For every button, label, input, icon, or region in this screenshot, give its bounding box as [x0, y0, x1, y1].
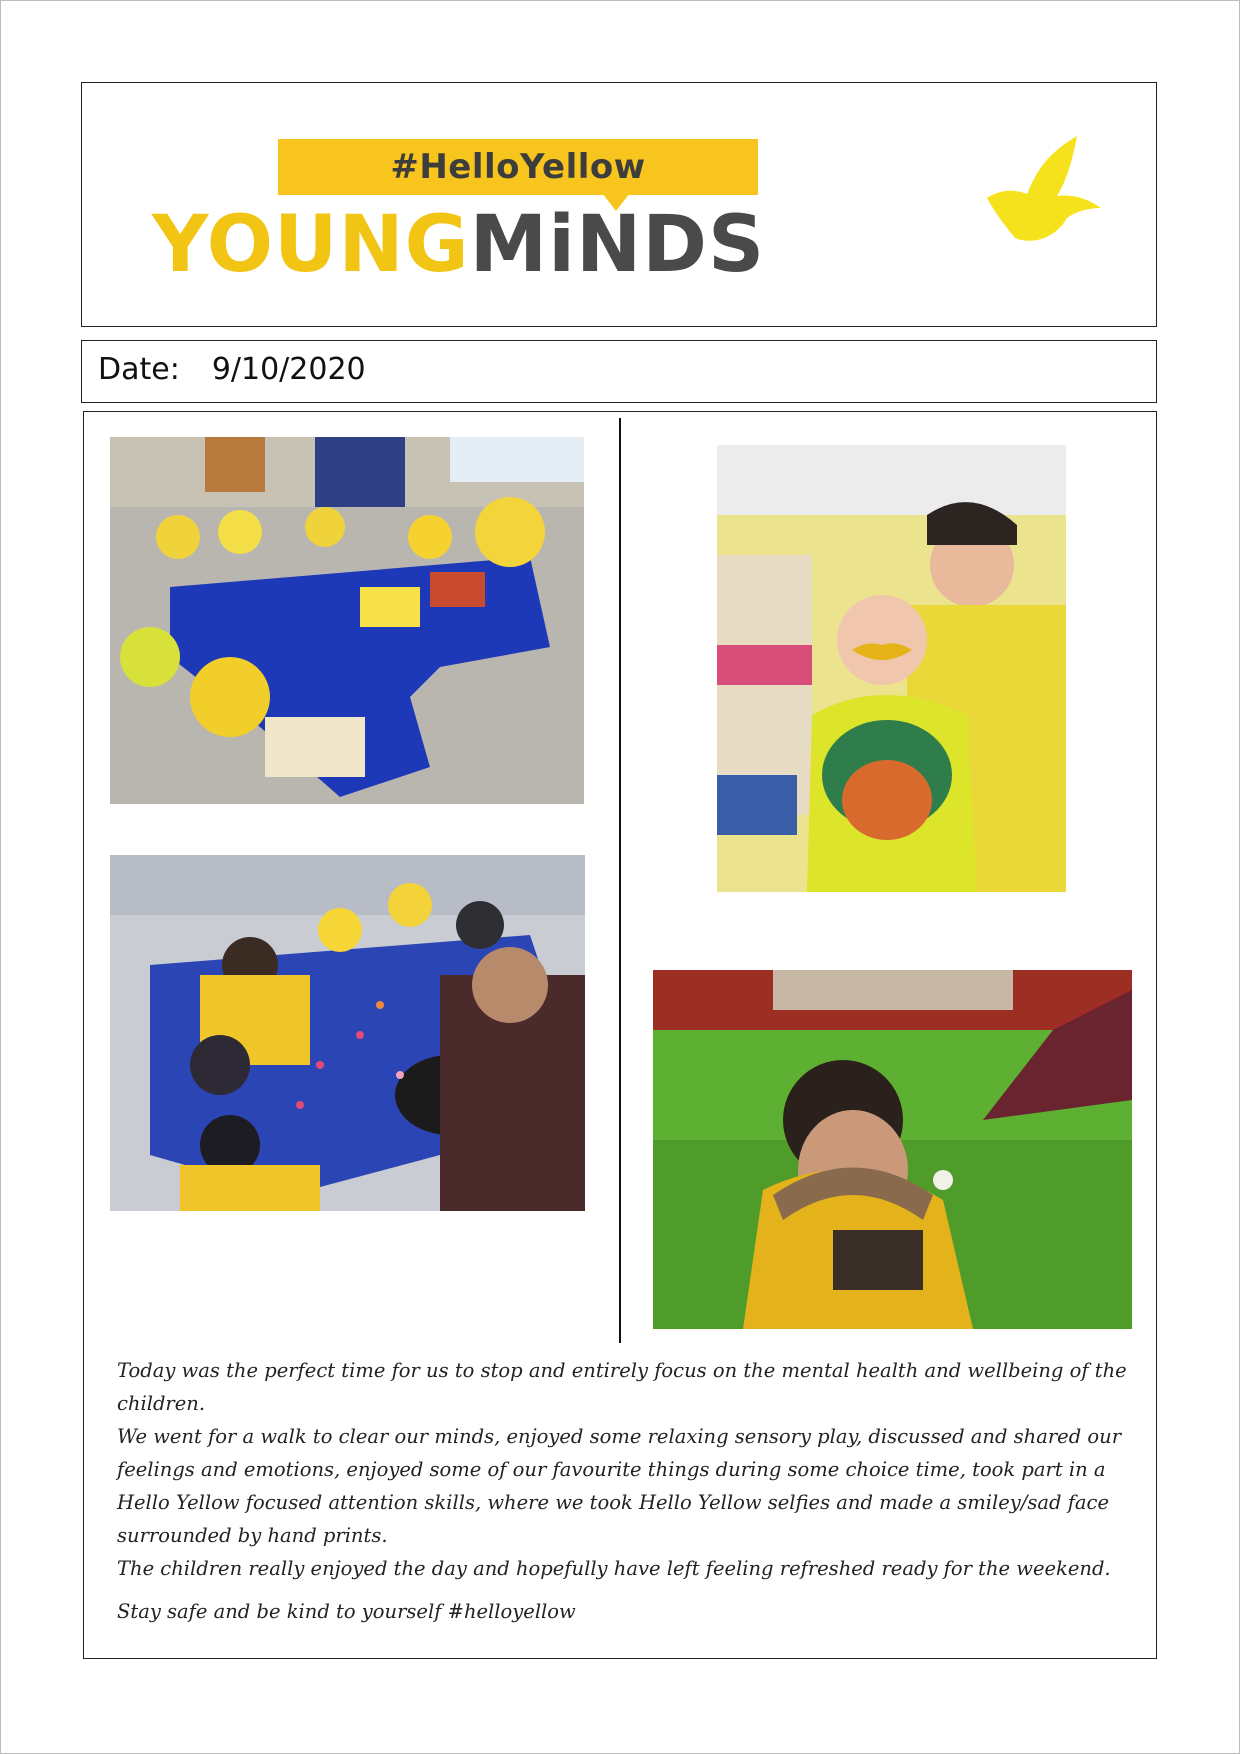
logo-hashtag: #HelloYellow [390, 147, 646, 187]
photo-moustache-selfie [717, 445, 1066, 892]
photo-classroom-reading-table [110, 437, 584, 804]
body-paragraph: We went for a walk to clear our minds, enjoyed some relaxing sensory play, discussed and shared our feelings and emotions, enjoyed some of our favourite things during some choice time, took part in a Hello Yellow focused attention skills, where we took Hello Yellow selfies and made a smiley/sad face surrounded by hand prints. [117, 1425, 1122, 1547]
logo-hashtag-banner [278, 139, 758, 195]
yellow-bird-icon [977, 128, 1107, 248]
date-box [81, 340, 1157, 403]
header-logo-box [81, 82, 1157, 327]
photo-outdoor-dandelion [653, 970, 1132, 1329]
logo-word-minds: MiNDS [469, 200, 766, 290]
date-value: 9/10/2020 [211, 352, 366, 387]
date-line [98, 347, 366, 393]
body-paragraph: The children really enjoyed the day and hopefully have left feeling refreshed ready for the weekend. [117, 1557, 1111, 1580]
logo-wordmark [152, 200, 766, 290]
column-divider [619, 418, 621, 1343]
logo-word-young: YOUNG [152, 200, 470, 290]
content-box [83, 411, 1157, 1659]
date-label: Date: [98, 352, 180, 387]
body-text [117, 1354, 1137, 1628]
body-paragraph: Today was the perfect time for us to stop and entirely focus on the mental health and wellbeing of the children. [117, 1359, 1127, 1415]
photo-sensory-play-table [110, 855, 585, 1211]
body-signoff: Stay safe and be kind to yourself #helloyellow [117, 1600, 576, 1623]
